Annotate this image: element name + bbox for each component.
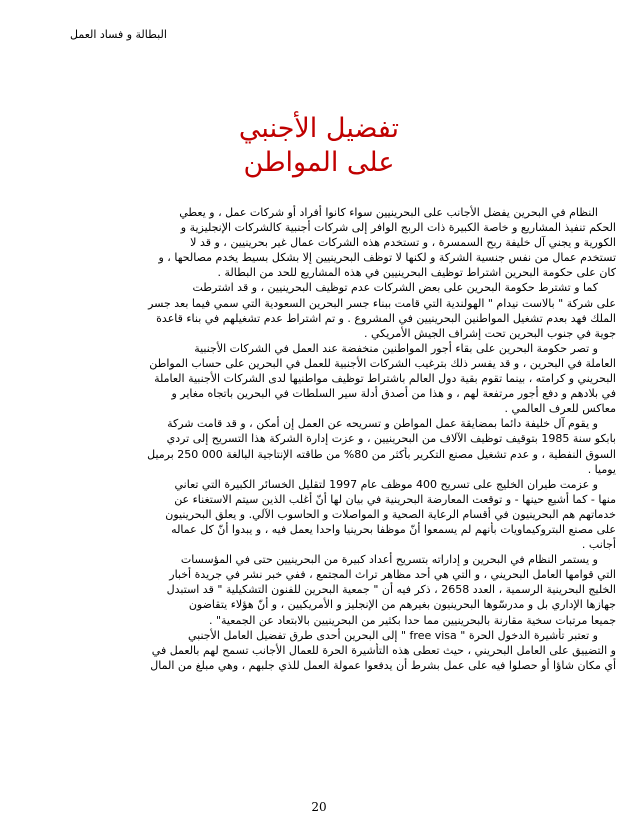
text-line: بابكو سنة 1985 بتوقيف توظيف الآلاف من البحرينيين ، و عزت إدارة الشركة هذا التسريح إلى تردي (166, 432, 616, 446)
text-line: و يستمر النظام في البحرين و إداراته بتسريح أعداد كبيرة من البحرينيين حتى في المؤسسات (180, 553, 598, 567)
text-line: الكورية و يجني آل خليفة ربح السمسرة ، و تستخدم هذه الشركات عمال غير بحرينيين ، و قد لا (190, 236, 616, 250)
text-line: خدماتهم هم البحرينيون في أقسام الرعاية الصحية و المواصلات و الحاسوب الآلي. و يعلق البحرينيون (165, 507, 616, 521)
paragraph (96, 205, 616, 280)
chapter-title (0, 112, 638, 180)
text-line: كما و تشترط حكومة البحرين على بعض الشركات عدم توظيف البحرينيين ، و قد اشترطت (192, 281, 598, 295)
text-line: التي قوامها العامل البحريني ، و التي هي أحد مظاهر تراث المجتمع ، ففي خبر نشر في جريدة أخبار (169, 568, 616, 582)
text-line: العاملة في البحرين ، و قد يفسر ذلك بترغيب الشركات الأجنبية للعمل في البحرين على حساب المواطن (149, 356, 616, 370)
text-line: جميعا مرتبات سخية مقارنة بالبحرينيين مما حدا بكثير من البحرينيين بالابتعاد عن الجمعية" . (208, 613, 616, 627)
text-line: معاكس للعرف العالمي . (504, 402, 616, 416)
text-line: البحريني و كرامته ، بينما تقوم بقية دول العالم باشتراط توظيف مواطنيها لدى الشركات الأجنبية العاملة (154, 372, 616, 386)
title-line-2: على المواطن (243, 147, 395, 178)
text-line: يوميا . (587, 462, 616, 476)
paragraph (96, 341, 616, 416)
body-text (96, 205, 616, 673)
paragraph (96, 628, 616, 673)
text-line: جهازها الإداري بل و مدرسّوها البحرينيون بغيرهم من الإنجليز و الأمريكيين ، و أنّ هؤلاء يتقاضون (188, 598, 616, 612)
text-line: على شركة " بالاست نيدام " الهولندية التي قامت ببناء جسر البحرين السعودية التي سمي فيما بعد جسر (148, 296, 616, 310)
text-line: النظام في البحرين يفضل الأجانب على البحرينيين سواء كانوا أفراد أو شركات عمل ، و يعطي (179, 206, 598, 219)
text-line: الحكم تنفيذ المشاريع و خاصة الكبيرة ذات الربح الوافر إلى شركات أجنبية كالشركات الإنجليزية و (180, 221, 616, 235)
text-line: الملك فهد بعدم تشغيل المواطنين البحرينيين في المشروع . و تم اشتراط عدم تشغيلهم في بناء قاعدة (156, 311, 616, 325)
title-line-1: تفضيل الأجنبي (238, 113, 400, 144)
text-line: و يقوم آل خليفة دائما بمضايقة عمل المواطن و تسريحه عن العمل إن أمكن ، و قد قامت شركة (167, 417, 598, 431)
text-line: تستخدم عمال من نفس جنسية الشركة و لكنها لا توظف البحرينيين إلا بشكل بسيط يخدم مصالحها ، و (158, 251, 616, 265)
paragraph (96, 477, 616, 552)
text-line: في بلادهم و دفع أجور مرتفعة لهم ، و هذا من أصدق أدلة سير السلطات في البحرين باتجاه مغاير و (171, 387, 616, 401)
text-line: جوية في جنوب البحرين تحت إشراف الجيش الأمريكي . (363, 326, 616, 340)
paragraph (96, 552, 616, 627)
text-line: السوق النفطية ، و عدم تشغيل مصنع التكرير بأكثر من 80% من طاقته الإنتاجية البالغة 000 250 برميل (147, 447, 616, 461)
text-line: و تصر حكومة البحرين على بقاء أجور المواطنين منخفضة عند العمل في الشركات الأجنبية (194, 341, 598, 355)
text-line: الخليج البحرينية الرسمية ، العدد 2658 ، ذكر فيه أن " جمعية البحرين للفنون التشكيلية " قد استبدل (166, 583, 616, 597)
text-line: منها - كما أشيع حينها - و توقعت المعارضة البحرينية في بيان لها أنّ أغلب الذين سيتم الاستغناء عن (174, 492, 616, 506)
text-line: و عزمت طيران الخليج على تسريح 400 موظف عام 1997 لتقليل الخسائر الكبيرة التي تعاني (174, 477, 598, 491)
text-line: كان على حكومة البحرين اشتراط توظيف البحرينيين في هذه المشاريع للحد من البطالة . (217, 266, 616, 280)
text-line: أي مكان شاؤا أو حصلوا فيه على عمل بشرط أن يدفعوا عمولة العمل للذي جلبهم ، وهي مبلغ من المال (150, 658, 616, 672)
paragraph (96, 280, 616, 340)
running-header: البطالة و فساد العمل (70, 28, 167, 41)
text-line: و تعتبر تأشيرة الدخول الحرة " free visa " إلى البحرين أحدى طرق تفضيل العامل الأجنبي (187, 628, 598, 642)
page-number: 20 (311, 800, 327, 814)
paragraph (96, 416, 616, 476)
text-line: أجانب . (581, 538, 616, 552)
text-line: و التضييق على العامل البحريني ، حيث تعطى هذه التأشيرة الحرة للعمال الأجانب تسمح لهم بالعمل في (151, 643, 616, 657)
text-line: على مصنع البتروكيماويات بأنهم لم يسمعوا أنّ موظفا بحرينيا واحدا يعمل فيه ، و يبدوا أنّ كل عماله (171, 522, 616, 536)
